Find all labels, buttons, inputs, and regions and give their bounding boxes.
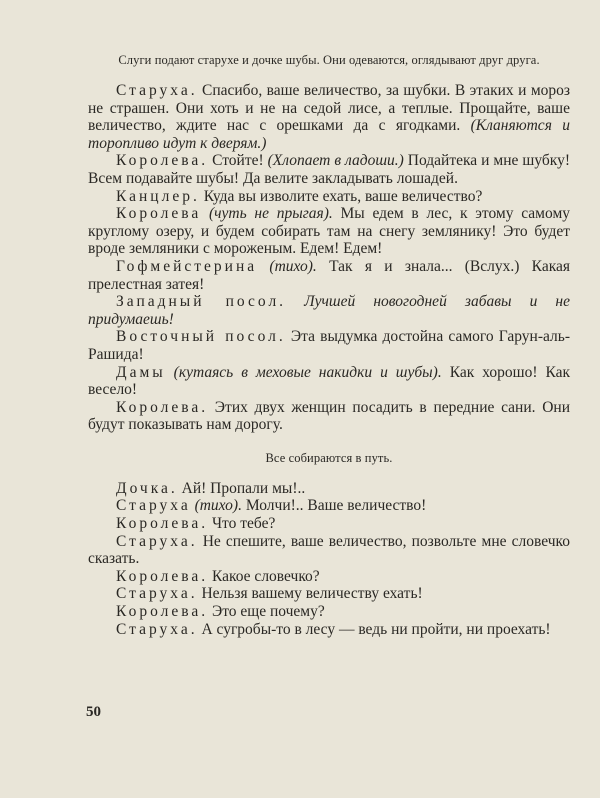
speaker: Старуха. [116, 82, 198, 99]
speaker: Восточный посол. [116, 328, 286, 346]
stage-direction-top: Слуги подают старухе и дочке шубы. Они одеваются, оглядывают друг друга. [118, 53, 540, 67]
speech [286, 293, 304, 310]
speaker: Королева. [116, 603, 209, 621]
speaker: Старуха. [116, 620, 198, 638]
dialogue-line [88, 205, 570, 258]
dialogue-line [88, 515, 570, 533]
speaker: Старуха [116, 497, 191, 515]
dialogue-line [88, 293, 570, 328]
dialogue-line [88, 585, 570, 603]
speech-after: Молчи!.. Ваше величество! [241, 497, 427, 515]
dialogue-line [88, 152, 570, 187]
dialogue-line [88, 399, 570, 434]
dialogue-line [88, 258, 570, 293]
speech: Стойте! [208, 152, 268, 170]
speaker: Королева [116, 205, 202, 223]
remark: (тихо). [269, 257, 317, 275]
dialogue-line [88, 328, 570, 363]
speaker: Дамы [116, 363, 166, 381]
speech [166, 364, 174, 381]
speech: Это еще почему? [208, 603, 325, 621]
speaker: Гофмейстерина [116, 257, 258, 275]
dialogue-line [88, 188, 570, 206]
speaker: Старуха. [116, 532, 198, 550]
dialogue-line [88, 603, 570, 621]
speech: Ай! Пропали мы!.. [177, 479, 306, 497]
page-number: 50 [86, 704, 101, 720]
dialogue-line [88, 364, 570, 399]
speech: Какое словечко? [208, 567, 320, 585]
speaker: Королева. [116, 152, 209, 170]
speech-after: Мы едем в лес, к этому самому круглому озеру, и будем собирать там на снегу землянику! Это будет вроде земляники с мороженым. Едем! Едем! [88, 205, 571, 258]
speech: Не спешите, ваше величество, позвольте мне словечко сказать. [88, 532, 570, 568]
dialogue-block-1 [88, 82, 570, 434]
speaker: Королева. [116, 398, 209, 416]
speech: Нельзя вашему величеству ехать! [197, 585, 423, 603]
remark: Лучшей новогодней забавы и не придумаешь! [88, 293, 570, 328]
speaker: Королева. [116, 567, 209, 585]
speech: А сугробы-то в лесу — ведь ни пройти, ни проехать! [197, 620, 551, 638]
speech: Этих двух женщин посадить в передние сани. Они будут показывать нам дорогу. [88, 398, 570, 434]
speaker: Старуха. [116, 585, 198, 603]
stage-direction-middle: Все собираются в путь. [265, 450, 393, 465]
speech: Что тебе? [208, 515, 276, 533]
speaker: Западный посол. [116, 293, 287, 311]
speaker: Канцлер. [116, 187, 200, 205]
speech: Эта выдумка достойна самого Гарун-аль-Рашида! [88, 328, 570, 363]
speech: Куда вы изволите ехать, ваше величество? [199, 187, 483, 205]
dialogue-line [88, 480, 570, 498]
remark: (Хлопает в ладоши.) [267, 152, 404, 170]
dialogue-line [88, 533, 570, 568]
remark: (кутаясь в меховые накидки и шубы). [173, 363, 442, 381]
speech: Спасибо, ваше величество, за шубки. В этаких и мороз не страшен. Они хоть и не на седой лисе, а теплые. Прощайте, ваше величество, ждите нас с орешками да с ягодками. [88, 82, 570, 135]
dialogue-line [88, 621, 570, 639]
speech-after: Подайтека и мне шубку! Всем подавайте шубы! Да велите закладывать лошадей. [88, 152, 570, 187]
speech-after: Так я и знала... (Вслух.) Какая прелестная затея! [88, 257, 571, 293]
speaker: Королева. [116, 515, 209, 533]
remark: (Кланяются и торопливо идут к дверям.) [88, 117, 570, 152]
speech-after: Как хорошо! Как весело! [88, 363, 570, 399]
dialogue-line [88, 568, 570, 586]
dialogue-line [88, 82, 570, 152]
dialogue-block-2 [88, 480, 570, 638]
remark: (тихо). [194, 497, 242, 515]
speech [257, 258, 269, 275]
remark: (чуть не прыгая). [208, 205, 333, 223]
speech [201, 205, 209, 222]
speaker: Дочка. [116, 479, 178, 497]
dialogue-line [88, 497, 570, 515]
